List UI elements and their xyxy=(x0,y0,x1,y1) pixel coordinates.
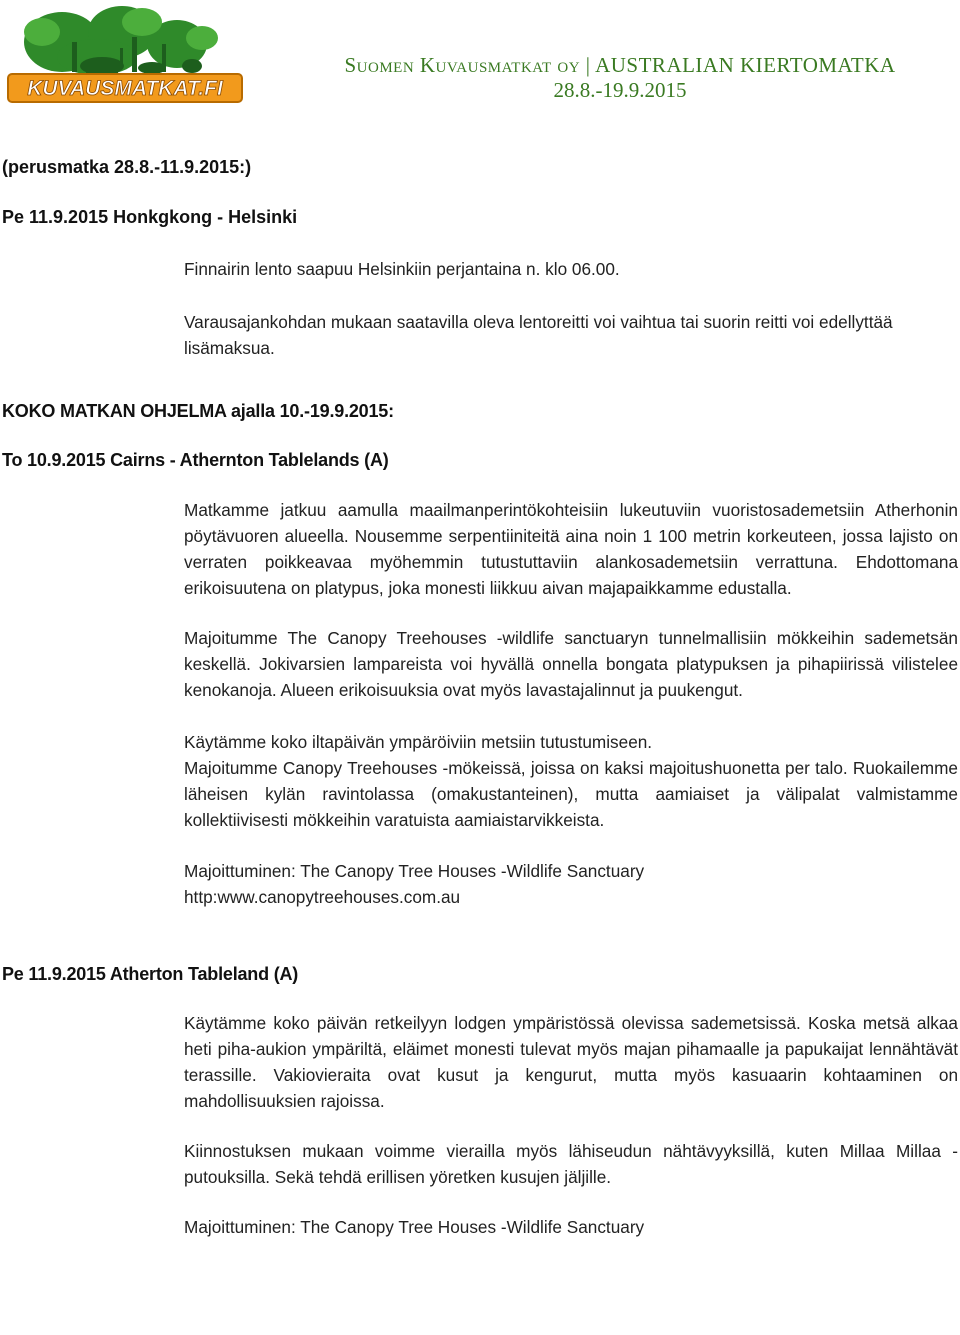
paragraph: Käytämme koko päivän retkeilyyn lodgen ympäristössä olevissa sademetsissä. Koska metsä alkaa heti piha-aukion ympäriltä, eläimet monesti tulevat myös majan pihamaalle ja papukaijat lennähtävät terassille. Vakiovieraita ovat kusut ja kengurut, mutta myös kasuaarin kohtaaminen on mahdollisuuksien rajoissa. xyxy=(184,1013,958,1111)
paragraph: Varausajankohdan mukaan saatavilla oleva lentoreitti voi vaihtua tai suorin reitti voi edellyttää lisämaksua. xyxy=(184,312,893,358)
program-heading: KOKO MATKAN OHJELMA ajalla 10.-19.9.2015: xyxy=(2,401,394,421)
paragraph: Kiinnostuksen mukaan voimme vierailla myös lähiseudun nähtävyyksillä, kuten Millaa Millaa -putouksilla. Sekä tehdä erillisen yöretken kusujen jäljille. xyxy=(184,1141,958,1187)
title-dates: 28.8.-19.9.2015 xyxy=(553,78,687,102)
lodging-info: Majoittuminen: The Canopy Tree Houses -Wildlife Sanctuary xyxy=(184,861,645,881)
document-body xyxy=(0,155,960,1240)
paragraph: Majoitumme Canopy Treehouses -mökeissä, joissa on kaksi majoitushuonetta per talo. Ruokailemme läheisen kylän ravintolassa (omakustanteinen), mutta aamiaiset ja välipalat valmistamme kollektiivisesti mökkeihin varatuista aamiaistarvikkeista. xyxy=(184,758,958,830)
paragraph: Majoitumme The Canopy Treehouses -wildlife sanctuaryn tunnelmallisiin mökkeihin sademetsän keskellä. Jokivarsien lampareista voi hyvällä onnella bongata platypuksen ja pihapiirissä vilistelee kenokanoja. Alueen erikoisuuksia ovat myös lavastajalinnut ja puukengut. xyxy=(184,628,958,700)
kuvausmatkat-logo xyxy=(2,2,248,106)
paragraph: Matkamme jatkuu aamulla maailmanperintökohteisiin lukeutuviin vuoristosademetsiin Atherhonin pöytävuoren alueella. Nousemme serpentiiniteitä aina noin 1 100 metrin korkeuteen, jossa lajisto on verraten poikkeavaa myöhemmin tutustuttaviin alankosademetsiin verrattuna. Ehdottomana erikoisuutena on platypus, joka monesti liikkuu aivan majapaikkamme edustalla. xyxy=(184,500,958,598)
document-title xyxy=(290,52,950,102)
lodging-url[interactable]: http:www.canopytreehouses.com.au xyxy=(184,887,461,907)
page-header xyxy=(0,0,960,120)
intro-note: (perusmatka 28.8.-11.9.2015:) xyxy=(2,157,252,177)
day-heading: Pe 11.9.2015 Atherton Tableland (A) xyxy=(2,964,299,984)
logo-wordmark: KUVAUSMATKAT.FI xyxy=(27,77,223,100)
paragraph: Finnairin lento saapuu Helsinkiin perjantaina n. klo 06.00. xyxy=(184,259,620,279)
lodging-info: Majoittuminen: The Canopy Tree Houses -Wildlife Sanctuary xyxy=(184,1217,645,1237)
title-company: Suomen Kuvausmatkat oy | AUSTRALIAN KIERTOMATKA xyxy=(344,53,896,77)
paragraph: Käytämme koko iltapäivän ympäröiviin metsiin tutustumiseen. xyxy=(184,732,653,752)
day-heading: Pe 11.9.2015 Honkgkong - Helsinki xyxy=(2,207,298,227)
day-heading: To 10.9.2015 Cairns - Athernton Tablelands (A) xyxy=(2,450,389,470)
